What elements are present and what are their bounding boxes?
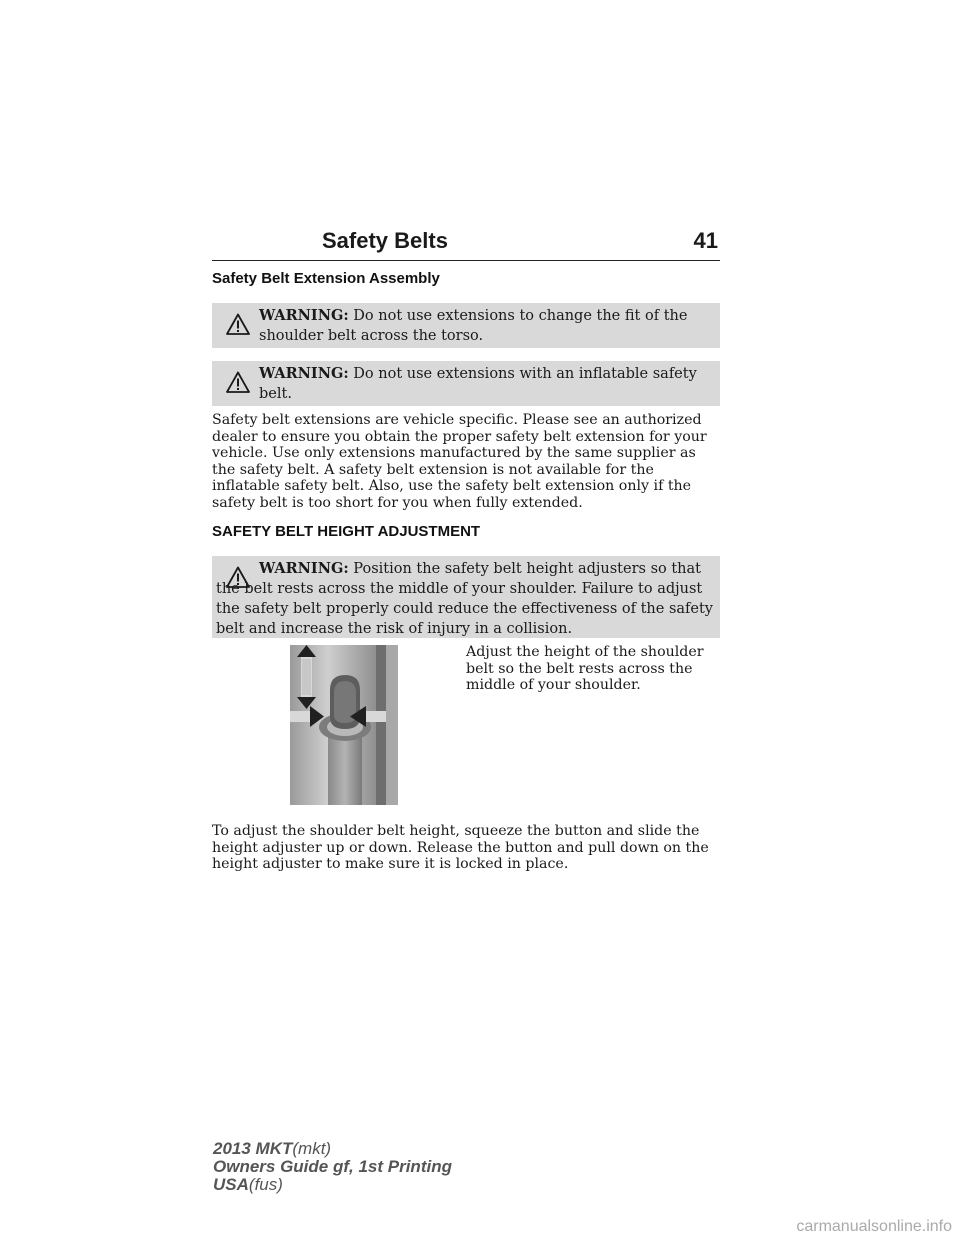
- extension-body: Safety belt extensions are vehicle specific. Please see an authorized dealer to ensure you obtain the proper safety belt extension for your vehicle. Use only extensions manufactured by the same supplier as the safety belt. A safety belt extension is not available for the inflatable safety belt. Also, use the safety belt extension only if the safety belt is too short for you when fully extended.: [212, 412, 707, 511]
- warning-text: [259, 306, 714, 346]
- page-header: [212, 228, 720, 261]
- footer-model: 2013 MKT: [213, 1139, 293, 1158]
- height-heading: SAFETY BELT HEIGHT ADJUSTMENT: [212, 523, 481, 540]
- page-number: 41: [693, 228, 718, 253]
- warning-message: Position the safety belt height adjusters so that the belt rests across the middle of your shoulder. Failure to adjust the safety belt properly could reduce the effectiveness of the safety belt and increase the risk of injury in a collision.: [216, 561, 713, 637]
- warning-label: WARNING:: [259, 365, 349, 382]
- warning-text: [216, 559, 714, 639]
- warning-box-fit: [212, 303, 720, 348]
- warning-triangle-icon: [226, 313, 250, 335]
- warning-message: Do not use extensions with an inflatable safety belt.: [259, 366, 697, 402]
- warning-box-inflatable: [212, 361, 720, 406]
- warning-triangle-icon: [226, 371, 250, 393]
- height-body: To adjust the shoulder belt height, squeeze the button and slide the height adjuster up or down. Release the button and pull down on the height adjuster to make sure it is locked in place.: [212, 823, 709, 873]
- footer-model-code: (mkt): [292, 1139, 332, 1158]
- warning-box-height: [212, 556, 720, 638]
- height-adjuster-illustration: [290, 645, 398, 805]
- footer: [213, 1140, 452, 1194]
- footer-market-code: (fus): [248, 1175, 283, 1194]
- watermark: carmanualsonline.info: [796, 1218, 952, 1235]
- warning-text: [259, 364, 714, 404]
- footer-guide: Owners Guide gf, 1st Printing: [213, 1157, 452, 1176]
- figure-caption: Adjust the height of the shoulder belt so the belt rests across the middle of your shoulder.: [466, 644, 704, 694]
- warning-message: Do not use extensions to change the fit of the shoulder belt across the torso.: [259, 308, 688, 344]
- section-title: Safety Belts: [322, 228, 448, 253]
- footer-market: USA: [213, 1175, 249, 1194]
- warning-label: WARNING:: [259, 560, 349, 577]
- warning-label: WARNING:: [259, 307, 349, 324]
- extension-heading: Safety Belt Extension Assembly: [212, 270, 440, 287]
